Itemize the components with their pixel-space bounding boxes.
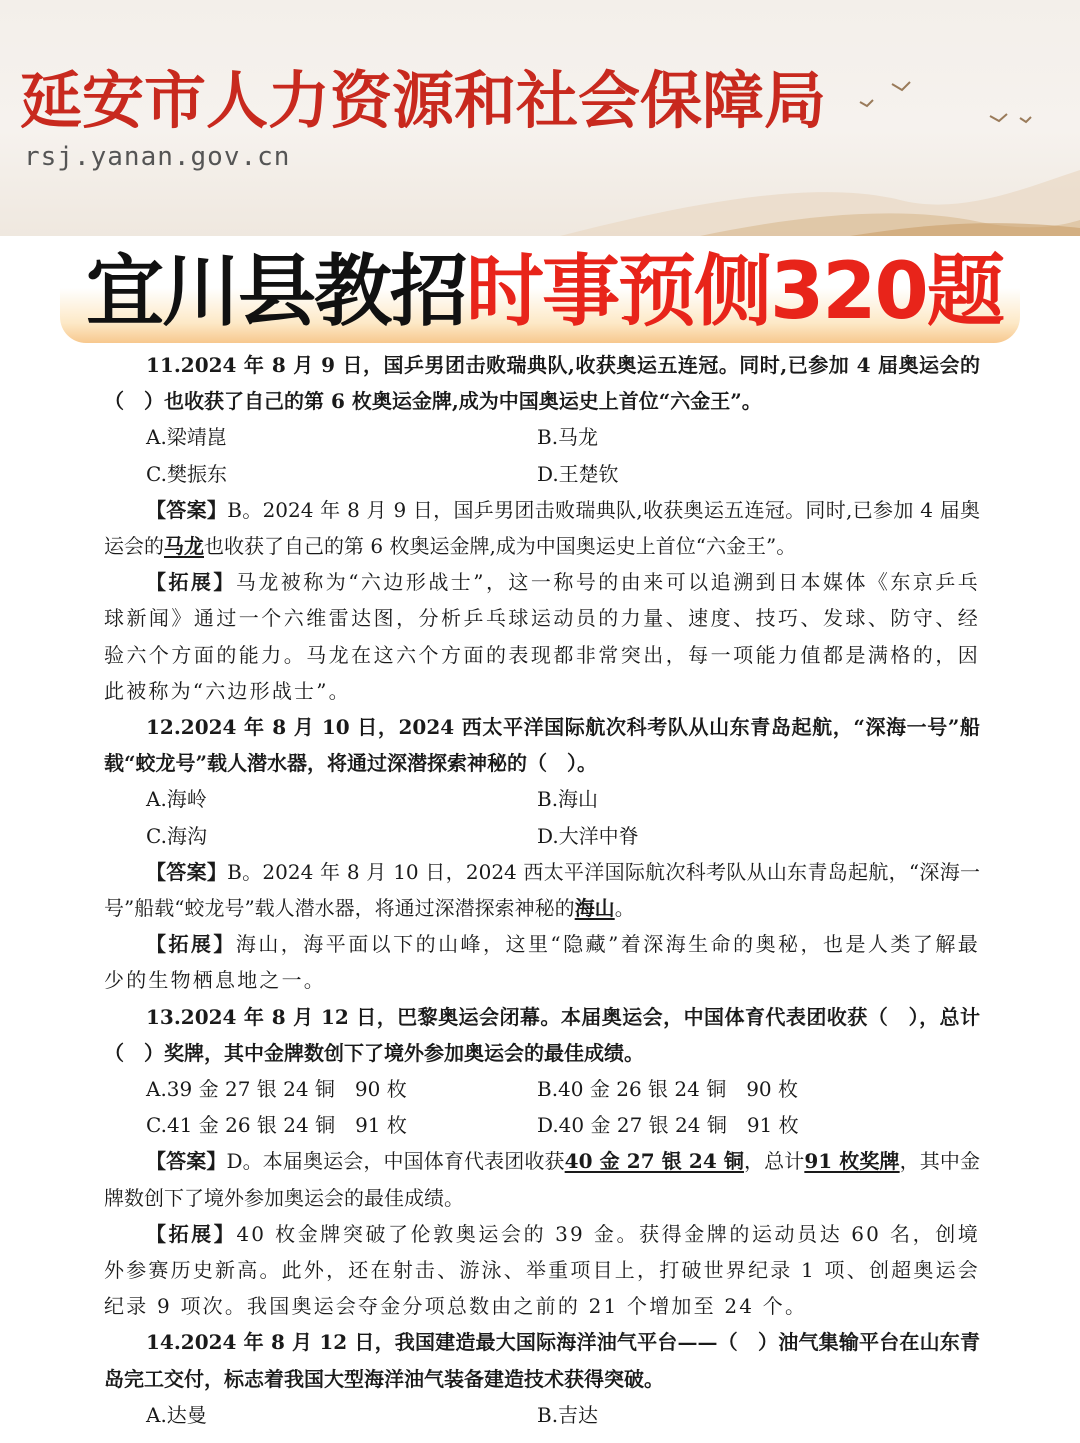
question-stem: 14.2024 年 8 月 12 日，我国建造最大国际海洋油气平台——（ ）油气集输平台在山东青岛完工交付，标志着我国大型海洋油气装备建造技术获得突破。 (104, 1330, 980, 1391)
answer-text: D。本届奥运会，中国体育代表团收获 (226, 1149, 565, 1174)
question-stem: 12.2024 年 8 月 10 日，2024 西太平洋国际航次科考队从山东青岛起航，“深海一号”船载“蛟龙号”载人潜水器，将通过深潜探索神秘的（ ）。 (104, 715, 980, 776)
answer-text: ，总计 (743, 1149, 805, 1174)
question-stem: 13.2024 年 8 月 12 日，巴黎奥运会闭幕。本届奥运会，中国体育代表团收获（ ），总计（ ）奖牌，其中金牌数创下了境外参加奥运会的最佳成绩。 (104, 1004, 980, 1065)
bird-icon (860, 82, 1031, 122)
org-name: 延安市人力资源和社会保障局 (20, 64, 827, 137)
option: A.39 金 27 银 24 铜 90 枚 (146, 1077, 407, 1102)
option: C.41 金 26 银 24 铜 91 枚 (146, 1113, 407, 1138)
option: A.海岭 (146, 787, 207, 812)
answer (104, 1143, 980, 1215)
title-part-black: 宜川县教招 (86, 247, 467, 337)
answer-text: 也收获了自己的第 6 枚奥运金牌,成为中国奥运史上首位“六金王”。 (204, 534, 797, 559)
option: B.海山 (537, 787, 599, 812)
answer-text: B。2024 年 8 月 10 日，2024 西太平洋国际航次科考队从山东青岛起航，“深海一号”船载“蛟龙号”载人潜水器，将通过深潜探索神秘的 (104, 859, 980, 921)
option-list (104, 781, 980, 853)
option: D.40 金 27 银 24 铜 91 枚 (537, 1113, 799, 1138)
title-part-red: 时事预侧320题 (466, 247, 1003, 337)
answer-key: 海山 (574, 896, 615, 921)
extension (104, 926, 980, 998)
answer (104, 492, 980, 564)
option: B.吉达 (537, 1402, 599, 1427)
header-banner (0, 0, 1080, 236)
extension-text: 海山，海平面以下的山峰，这里“隐藏”着深海生命的奥秘，也是人类了解最少的生物栖息地之一。 (104, 932, 980, 993)
extension-tag: 【拓展】 (146, 932, 236, 957)
option: C.海沟 (146, 823, 207, 848)
option: B.40 金 26 银 24 铜 90 枚 (537, 1077, 798, 1102)
option: A.梁靖崑 (146, 425, 227, 450)
org-url: rsj.yanan.gov.cn (24, 142, 291, 172)
answer-tag: 【答案】 (146, 1149, 227, 1174)
question-stem: 11.2024 年 8 月 9 日，国乒男团击败瑞典队,收获奥运五连冠。同时,已参加 4 届奥运会的（ ）也收获了自己的第 6 枚奥运金牌,成为中国奥运史上首位“六金王”。 (104, 353, 980, 414)
answer-key: 马龙 (164, 534, 204, 559)
extension-tag: 【拓展】 (146, 1221, 237, 1246)
option-list (104, 1071, 980, 1143)
option: D.王楚钦 (537, 461, 619, 486)
option: B.马龙 (537, 425, 599, 450)
answer-key: 91 枚奖牌 (804, 1149, 900, 1174)
answer-tag: 【答案】 (146, 859, 228, 884)
question-list (104, 347, 980, 1433)
extension-text: 马龙被称为“六边形战士”，这一称号的由来可以追溯到日本媒体《东京乒乓球新闻》通过一个六维雷达图，分析乒乓球运动员的力量、速度、技巧、发球、防守、经验六个方面的能力。马龙在这六个方面的表现都非常突出，每一项能力值都是满格的，因此被称为“六边形战士”。 (104, 570, 980, 703)
option-list (104, 419, 980, 491)
answer-key: 40 金 27 银 24 铜 (564, 1149, 744, 1174)
option: C.樊振东 (146, 461, 227, 486)
extension (104, 564, 980, 709)
answer-text: ，其中金牌数创下了境外参加奥运会的最佳成绩。 (104, 1149, 981, 1210)
answer-text: B。2024 年 8 月 9 日，国乒男团击败瑞典队,收获奥运五连冠。同时,已参加 4 届奥运会的 (104, 497, 980, 559)
extension (104, 1216, 980, 1325)
option: A.达曼 (146, 1402, 207, 1427)
answer-text: 。 (614, 896, 635, 921)
page-title (86, 247, 1003, 337)
extension-text: 40 枚金牌突破了伦敦奥运会的 39 金。获得金牌的运动员达 60 名，创境外参赛历史新高。此外，还在射击、游泳、举重项目上，打破世界纪录 1 项、创超奥运会纪录 9 项次。我国奥运会夺金分项总数由之前的 21 个增加至 24 个。 (104, 1221, 980, 1319)
option: D.大洋中脊 (537, 823, 639, 848)
answer-tag: 【答案】 (146, 497, 228, 522)
answer (104, 854, 980, 926)
option-list (104, 1397, 980, 1433)
extension-tag: 【拓展】 (146, 570, 236, 595)
